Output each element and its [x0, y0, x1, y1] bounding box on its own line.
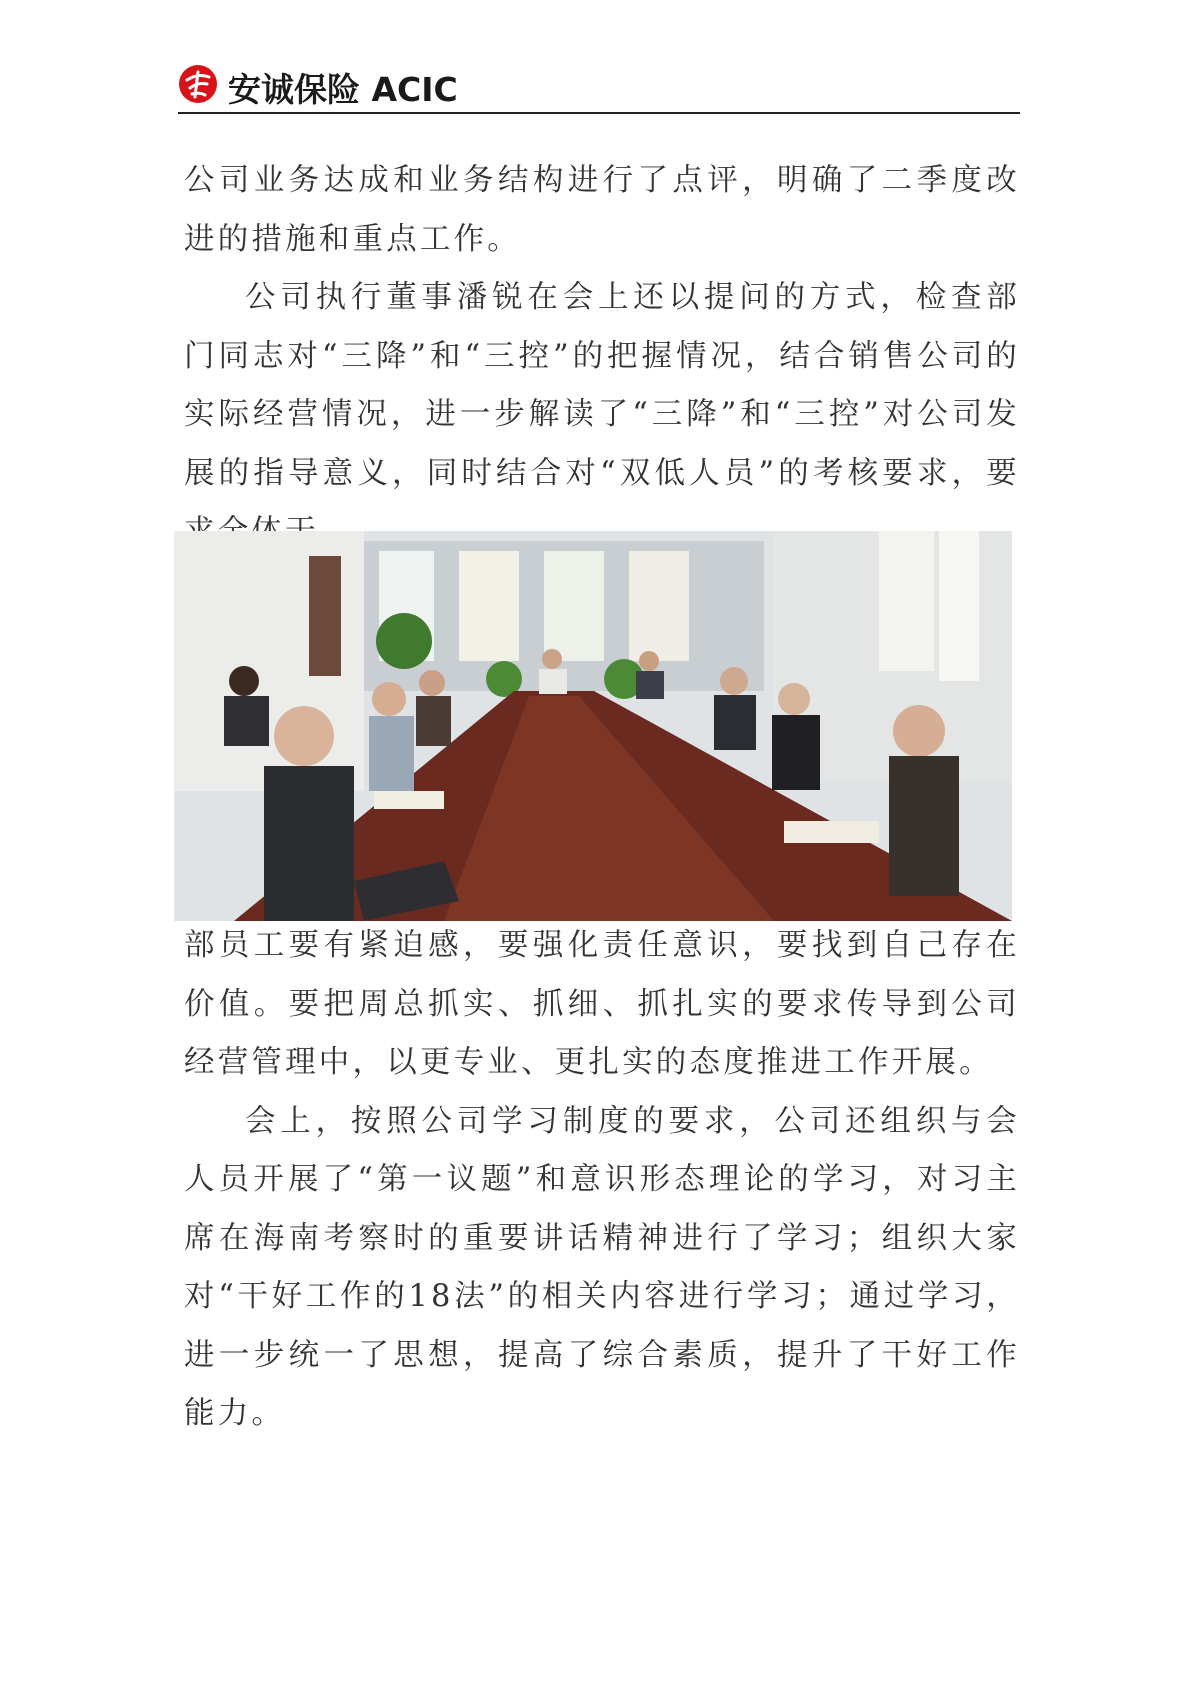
acic-logo-icon	[178, 64, 218, 104]
paragraph: 会上，按照公司学习制度的要求，公司还组织与会人员开展了“第一议题”和意识形态理论的学习，对习主席在海南考察时的重要讲话精神进行了学习；组织大家对“干好工作的18法”的相关内容进行学习；通过学习，进一步统一了思想，提高了综合素质，提升了干好工作能力。	[184, 1103, 1020, 1431]
paragraph: 公司执行董事潘锐在会上还以提问的方式，检查部门同志对“三降”和“三控”的把握情况，结合销售公司的实际经营情况，进一步解读了“三降”和“三控”对公司发展的指导意义，同时结合对“双低人员”的考核要求，要	[184, 280, 1020, 491]
paragraph-continuation: 部员工要有紧迫感，要强化责任意识，要找到自己存在价值。要把周总抓实、抓细、抓扎实的要求传导到公司经营管理中，以更专业、更扎实的态度推进工作开展。	[184, 928, 1020, 1080]
article-text-top	[184, 152, 1020, 562]
meeting-room-illustration	[174, 531, 1012, 921]
article-text-bottom	[184, 917, 1020, 1444]
paragraph-continuation: 公司业务达成和业务结构进行了点评，明确了二季度改进的措施和重点工作。	[184, 163, 1020, 257]
meeting-photo	[174, 531, 1012, 921]
page-header	[178, 62, 1020, 114]
brand-name: 安诚保险 ACIC	[228, 70, 458, 109]
